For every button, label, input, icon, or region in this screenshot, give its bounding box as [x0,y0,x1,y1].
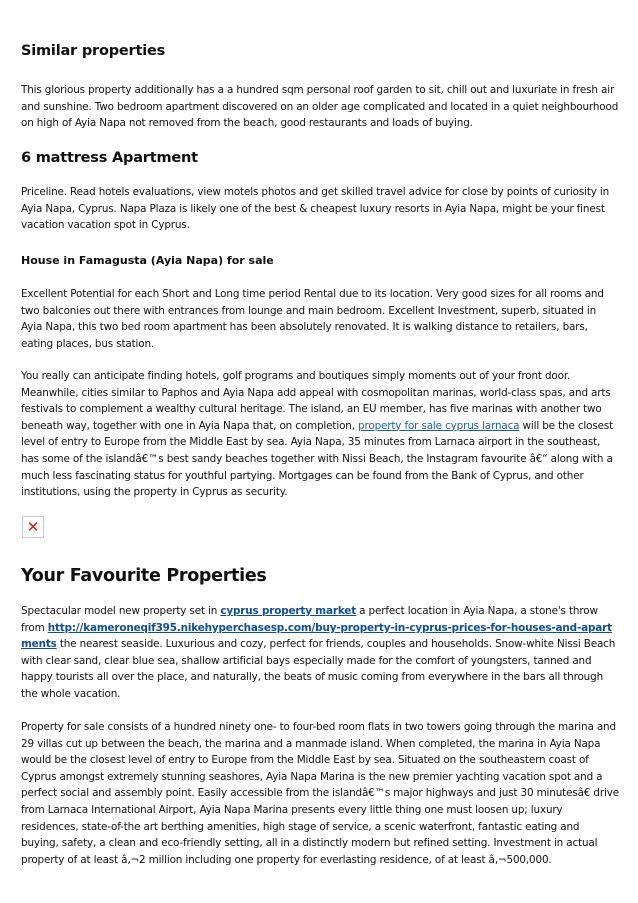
link-property-for-sale-cyprus-larnaca[interactable]: property for sale cyprus larnaca [358,419,520,432]
paragraph-favourite-2: Property for sale consists of a hundred ninety one- to four-bed room flats in two towers going through the marina and 29 villas cut up between the beach, the marina and a manmade island. When completed, the marina in Ayia Napa would be the closest level of entry to Europe from the Middle East by sea. Situated on the southeastern coast of Cyprus amongst extremely stunning seashores, Ayia Napa Marina is the new premier yachting vacation spot and a perfect social and assembly point. Easily accessible from the islandâ€™s major highways and just 30 minutesâ€ drive from Larnaca International Airport, Ayia Napa Marina presents every little thing one must loosen up; luxury residences, state-of-the art berthing amenities, high stage of service, a scenic waterfront, fantastic eating and buying, safety, a clean and eco-friendly setting, all in a distinctly modern but refined setting. Investment in actual property of at least â‚¬2 million including one property for everlasting residence, of at least â‚¬500,000. [21,721,619,866]
link-cyprus-property-market[interactable]: cyprus property market [220,605,357,617]
paragraph-text: a perfect location in Ayia Napa, a stone's throw from [21,605,598,634]
broken-image-icon: ✕ [22,516,44,538]
paragraph-similar-properties: This glorious property additionally has a a hundred sqm personal roof garden to sit, chill out and luxuriate in fresh air and sunshine. Two bedroom apartment discovered on an older age complicated and located in a quiet neighbourhood on high of Ayia Napa not removed from the beach, good restaurants and loads of buying. [21,84,619,130]
paragraph-mattress-apartment: Priceline. Read hotels evaluations, view motels photos and get skilled travel advice for close by points of curiosity in Ayia Napa, Cyprus. Napa Plaza is likely one of the best & cheapest luxury resorts in Ayia Napa, might be your finest vacation vacation spot in Cyprus. [21,186,610,232]
paragraph-text: Spectacular model new property set in [21,605,221,617]
paragraph-favourite-1 [21,603,619,703]
link-kameroneqif-url[interactable]: http://kameroneqif395.nikehyperchasesp.com/buy-property-in-cyprus-prices-for-houses-and-apartments [21,621,612,651]
paragraph-text: the nearest seaside. Luxurious and cozy, perfect for friends, couples and households. Snow-white Nissi Beach with clear sand, clear blue sea, shallow artificial bays especially made for the comfort of youngsters, tanned and happy tourists all over the place, and naturally, the beats of music coming from everywhere in the bars all through the whole vacation. [21,638,616,700]
heading-house-famagusta: House in Famagusta (Ayia Napa) for sale [21,254,274,267]
heading-similar-properties: Similar properties [21,43,166,59]
paragraph-text: will be the closest level of entry to Europe from the Middle East by sea. Ayia Napa, 35 minutes from Larnaca airport in the southeast, has some of the islandâ€™s best sandy beaches together with Nissi Beach, the Instagram favourite â€“ along with a much less fascinating status for youthful partying. Mortgages can be found from the Bank of Cyprus, and other institutions, using the property in Cyprus as security. [21,419,614,499]
paragraph-famagusta-1: Excellent Potential for each Short and Long time period Rental due to its location. Very good sizes for all rooms and two balconies out there with entrances from lounge and main bedroom. Excellent Investment, superb, situated in Ayia Napa, this two bed room apartment has been absolutely renovated. It is walking distance to retailers, bars, eating places, bus station. [21,288,604,350]
paragraph-text: You really can anticipate finding hotels, golf programs and boutiques simply moments out of your front door. Meanwhile, cities similar to Paphos and Ayia Napa add appeal with cosmopolitan marinas, world-class spas, and arts festivals to complement a wealthy cultural heritage. The island, an EU member, has five marinas with another two beneath way, together with one in Ayia Napa that, on completion, [21,370,611,432]
paragraph-famagusta-2 [21,368,619,501]
heading-mattress-apartment: 6 mattress Apartment [21,150,198,166]
heading-your-favourite-properties: Your Favourite Properties [21,566,267,586]
